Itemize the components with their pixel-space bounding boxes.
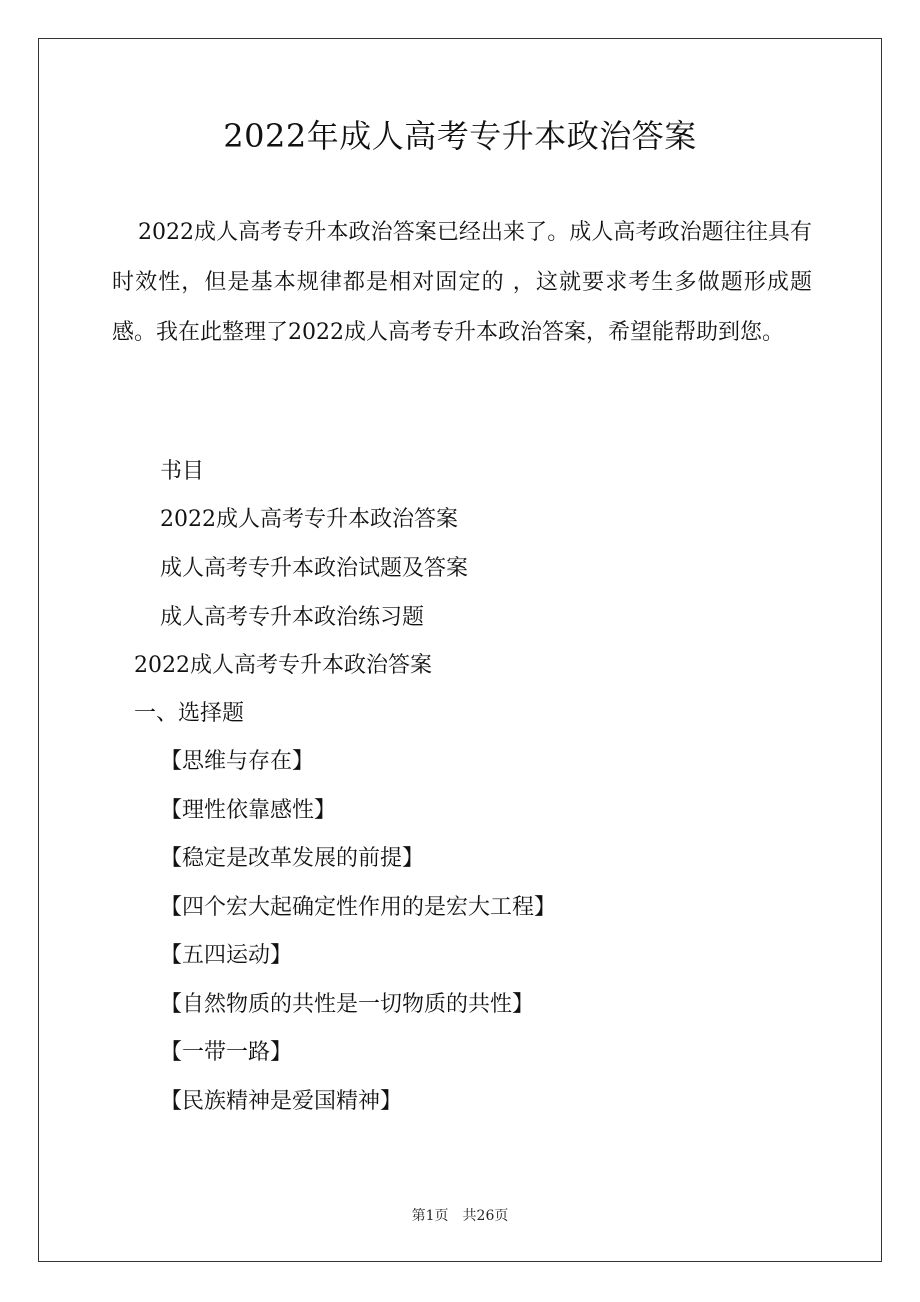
answer-item: 【稳定是改革发展的前提】 bbox=[160, 846, 425, 871]
toc-item: 成人高考专升本政治练习题 bbox=[160, 605, 425, 630]
document-title: 2022年成人高考专升本政治答案 bbox=[223, 117, 697, 155]
answer-item: 【民族精神是爱国精神】 bbox=[160, 1088, 403, 1114]
answer-item: 【思维与存在】 bbox=[160, 749, 315, 774]
answer-item: 【四个宏大起确定性作用的是宏大工程】 bbox=[160, 894, 557, 920]
subsection-title: 一、选择题 bbox=[134, 701, 245, 726]
section-title: 2022成人高考专升本政治答案 bbox=[134, 653, 432, 678]
intro-paragraph: 2022成人高考专升本政治答案已经出来了。成人高考政治题往往具有时效性，但是基本规律都是相对固定的 ，这就要求考生多做题形成题感。我在此整理了2022成人高考专升本政治答案，希望能帮助到您。 bbox=[112, 220, 812, 345]
toc-item: 成人高考专升本政治试题及答案 bbox=[160, 556, 469, 581]
page-footer bbox=[0, 1206, 920, 1226]
answer-item: 【一带一路】 bbox=[160, 1040, 293, 1065]
answer-list bbox=[160, 738, 556, 1126]
page-total: 共26页 bbox=[462, 1208, 509, 1224]
answer-item: 【理性依靠感性】 bbox=[160, 797, 337, 823]
answer-item: 【自然物质的共性是一切物质的共性】 bbox=[160, 991, 535, 1017]
toc-item: 2022成人高考专升本政治答案 bbox=[160, 507, 458, 532]
toc-heading: 书目 bbox=[160, 459, 205, 484]
answer-item: 【五四运动】 bbox=[160, 943, 293, 968]
page-number: 第1页 bbox=[411, 1208, 449, 1224]
